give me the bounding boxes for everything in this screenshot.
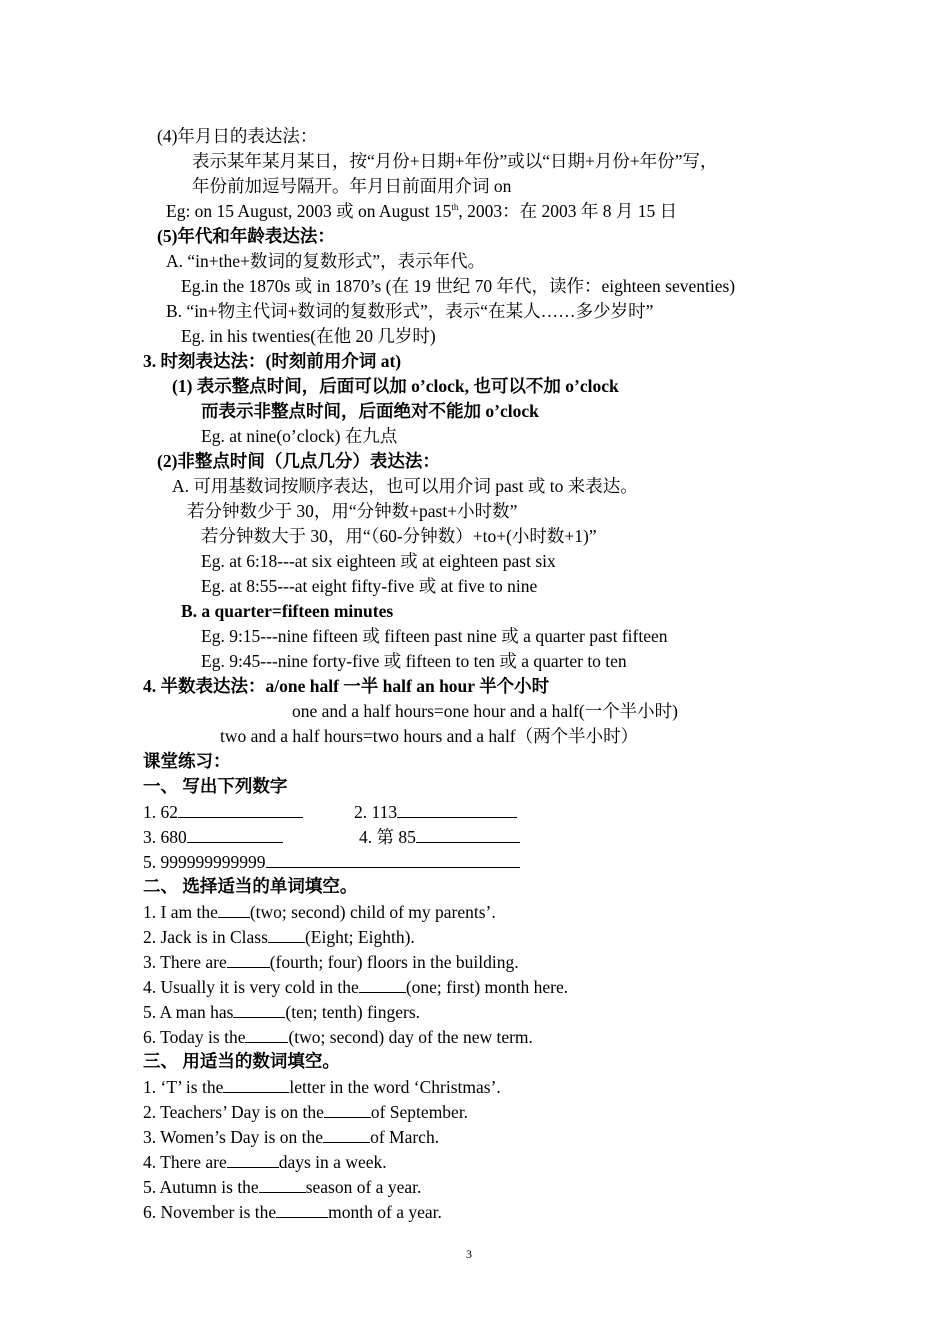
exercise-item — [143, 1174, 421, 1198]
heading-decade-age: (5)年代和年龄表达法： — [157, 226, 335, 246]
text-line: (1) 表示整点时间，后面可以加 o’clock, 也可以不加 o’clock — [172, 376, 619, 396]
answer-blank[interactable] — [227, 1149, 279, 1168]
exercise-item — [143, 1124, 439, 1148]
page-number: 3 — [466, 1247, 472, 1261]
exercise-item-text: 2. 113 — [354, 802, 398, 822]
answer-blank[interactable] — [227, 949, 270, 968]
exercise-item — [143, 999, 420, 1023]
exercise-item-text: of March. — [370, 1127, 440, 1147]
exercise-item — [143, 824, 283, 848]
answer-blank[interactable] — [178, 799, 303, 818]
exercise-item-text: of September. — [370, 1102, 469, 1122]
heading-date-expression: (4)年月日的表达法： — [157, 126, 318, 146]
example-line: Eg. at nine(o’clock) 在九点 — [201, 426, 398, 446]
text-line: 若分钟数少于 30，用“分钟数+past+小时数” — [187, 501, 518, 521]
example-text: Eg: on 15 August, 2003 或 on August 15 — [166, 201, 452, 221]
exercise-item-text: 5. A man has — [143, 1002, 234, 1022]
exercise-item — [143, 1149, 387, 1173]
text-line: 表示某年某月某日，按“月份+日期+年份”或以“日期+月份+年份”写， — [192, 151, 718, 171]
exercise-item-text: 4. There are — [143, 1152, 227, 1172]
exercise-item-text: month of a year. — [328, 1202, 442, 1222]
exercise-item — [143, 899, 496, 923]
answer-blank[interactable] — [187, 824, 283, 843]
exercise-item — [143, 849, 520, 873]
exercise-item-text: 4. 第 85 — [359, 827, 416, 847]
text-line: two and a half hours=two hours and a half（两个半小时） — [220, 726, 639, 746]
answer-blank[interactable] — [218, 899, 250, 918]
exercise-item-text: 4. Usually it is very cold in the — [143, 977, 359, 997]
answer-blank[interactable] — [323, 1124, 370, 1143]
text-line: A. 可用基数词按顺序表达，也可以用介词 past 或 to 来表达。 — [172, 476, 638, 496]
exercise-item — [359, 824, 520, 848]
exercise-item-text: 2. Jack is in Class — [143, 927, 268, 947]
exercise-item-text: 3. There are — [143, 952, 227, 972]
text-line: 若分钟数大于 30，用“（60-分钟数）+to+(小时数+1)” — [201, 526, 597, 546]
text-line: 而表示非整点时间，后面绝对不能加 o’clock — [201, 401, 539, 421]
exercise-section-1-title: 一、 写出下列数字 — [143, 776, 288, 796]
text-line: B. a quarter=fifteen minutes — [181, 601, 394, 621]
answer-blank[interactable] — [359, 974, 406, 993]
exercise-item-text: (two; second) child of my parents’. — [249, 902, 496, 922]
exercise-item-text: 1. I am the — [143, 902, 218, 922]
exercise-item-text: (Eight; Eighth). — [304, 927, 415, 947]
exercise-item-text: (fourth; four) floors in the building. — [269, 952, 519, 972]
heading-half-expression: 4. 半数表达法：a/one half 一半 half an hour 半个小时 — [143, 676, 550, 696]
text-line: B. “in+物主代词+数词的复数形式”，表示“在某人……多少岁时” — [166, 301, 654, 321]
exercise-item-text: 1. ‘T’ is the — [143, 1077, 224, 1097]
exercise-item-text: (ten; tenth) fingers. — [285, 1002, 421, 1022]
exercise-item — [143, 949, 519, 973]
exercise-item-text: 6. Today is the — [143, 1027, 246, 1047]
heading-time-expression: 3. 时刻表达法：(时刻前用介词 at) — [143, 351, 402, 371]
example-line: Eg. in his twenties(在他 20 几岁时) — [181, 326, 436, 346]
answer-blank[interactable] — [416, 824, 520, 843]
exercise-item-text: 2. Teachers’ Day is on the — [143, 1102, 324, 1122]
answer-blank[interactable] — [268, 924, 305, 943]
exercise-item-text: 5. 999999999999 — [143, 852, 266, 872]
exercise-item-text: season of a year. — [305, 1177, 422, 1197]
exercise-item — [143, 924, 415, 948]
text-line: one and a half hours=one hour and a half(一个半小时) — [292, 701, 679, 721]
answer-blank[interactable] — [233, 999, 285, 1018]
answer-blank[interactable] — [259, 1174, 306, 1193]
exercise-item-text: 6. November is the — [143, 1202, 277, 1222]
text-line: 年份前加逗号隔开。年月日前面用介词 on — [192, 176, 512, 196]
text-line: A. “in+the+数词的复数形式”，表示年代。 — [166, 251, 486, 271]
example-line: Eg. 9:45---nine forty-five 或 fifteen to ten 或 a quarter to ten — [201, 651, 627, 671]
answer-blank[interactable] — [397, 799, 517, 818]
exercise-item-text: 3. 680 — [143, 827, 187, 847]
answer-blank[interactable] — [276, 1199, 328, 1218]
answer-blank[interactable] — [324, 1099, 371, 1118]
exercise-section-2-title: 二、 选择适当的单词填空。 — [143, 876, 358, 896]
exercise-item-text: (one; first) month here. — [405, 977, 569, 997]
example-text: , 2003：在 2003 年 8 月 15 日 — [458, 201, 678, 221]
ordinal-superscript: th — [451, 202, 459, 213]
example-line: Eg.in the 1870s 或 in 1870’s (在 19 世纪 70 年代，读作：eighteen seventies) — [181, 276, 736, 296]
example-line: Eg. at 8:55---at eight fifty-five 或 at five to nine — [201, 576, 538, 596]
example-line: Eg. at 6:18---at six eighteen 或 at eighteen past six — [201, 551, 556, 571]
exercise-item-text: 3. Women’s Day is on the — [143, 1127, 324, 1147]
exercise-item-text: 1. 62 — [143, 802, 178, 822]
answer-blank[interactable] — [223, 1074, 289, 1093]
exercise-item — [143, 1024, 533, 1048]
heading-classroom-exercise: 课堂练习： — [143, 751, 231, 771]
exercise-item — [143, 974, 568, 998]
exercise-item — [143, 1199, 442, 1223]
exercise-item-text: (two; second) day of the new term. — [288, 1027, 533, 1047]
exercise-item-text: days in a week. — [278, 1152, 387, 1172]
exercise-item — [143, 799, 303, 823]
heading-non-whole-hour: (2)非整点时间（几点几分）表达法： — [157, 451, 440, 471]
exercise-section-3-title: 三、 用适当的数词填空。 — [143, 1051, 340, 1071]
exercise-item — [354, 799, 517, 823]
example-line — [166, 199, 677, 223]
exercise-item-text: letter in the word ‘Christmas’. — [289, 1077, 501, 1097]
answer-blank[interactable] — [245, 1024, 288, 1043]
exercise-item — [143, 1074, 501, 1098]
exercise-item-text: 5. Autumn is the — [143, 1177, 259, 1197]
answer-blank[interactable] — [266, 849, 520, 868]
exercise-item — [143, 1099, 468, 1123]
example-line: Eg. 9:15---nine fifteen 或 fifteen past nine 或 a quarter past fifteen — [201, 626, 668, 646]
